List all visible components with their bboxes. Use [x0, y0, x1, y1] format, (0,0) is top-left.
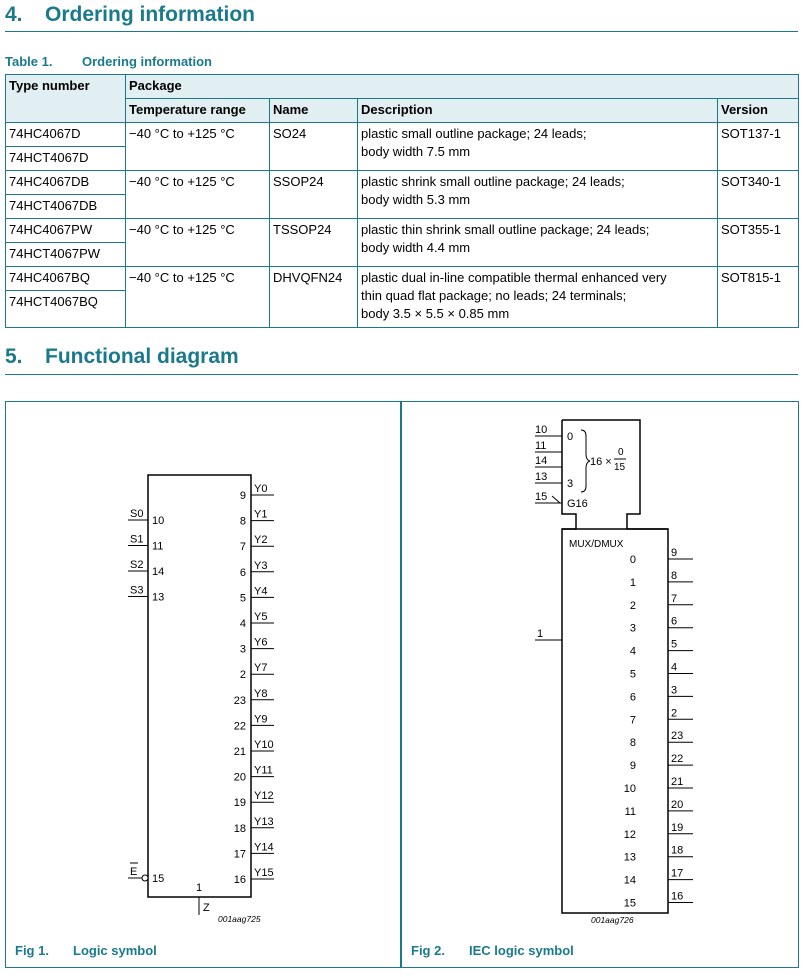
pin-label: Y6: [254, 636, 268, 649]
pin-number: 8: [239, 515, 246, 528]
pin-number: 9: [239, 490, 246, 502]
table-number: Table 1.: [5, 54, 53, 69]
version-cell: SOT137-1: [718, 123, 799, 171]
package-name-cell: DHVQFN24: [270, 267, 358, 328]
figure-number: Fig 2.: [411, 943, 445, 958]
pin-number: 5: [671, 638, 678, 651]
pin-label: Y8: [254, 687, 268, 700]
pin-number: 14: [152, 566, 165, 578]
header-name: Name: [270, 99, 358, 123]
header-description: Description: [358, 99, 718, 123]
header-version: Version: [718, 99, 799, 123]
pin-label: Y9: [254, 713, 268, 726]
pin-number: 17: [233, 848, 246, 861]
output-index: 4: [629, 645, 636, 658]
pin-number: 4: [239, 618, 246, 630]
type-number-cell: 74HC4067PW: [6, 219, 126, 243]
inversion-bubble: [142, 875, 148, 881]
section-number: 4.: [5, 3, 23, 26]
pin-number: 10: [535, 424, 548, 436]
description-line: body width 5.3 mm: [361, 192, 471, 207]
type-number-cell: 74HCT4067PW: [6, 243, 126, 267]
pin-label: Y3: [254, 559, 268, 572]
pin-number: 18: [233, 822, 246, 835]
output-index: 11: [624, 805, 636, 818]
fraction-denominator: 15: [614, 462, 626, 473]
output-index: 3: [629, 622, 636, 635]
pin-label: Y0: [254, 483, 268, 495]
figure-title: Logic symbol: [73, 943, 157, 958]
version-cell: SOT355-1: [718, 219, 799, 267]
figure-code: 001aag725: [218, 914, 261, 924]
pin-number: 13: [152, 591, 165, 604]
pin-number: 6: [671, 615, 678, 628]
version-cell: SOT340-1: [718, 171, 799, 219]
section-title: Ordering information: [45, 3, 255, 26]
pin-number: 18: [671, 844, 684, 857]
package-name-cell: SSOP24: [270, 171, 358, 219]
description-line: thin quad flat package; no leads; 24 terminals;: [361, 288, 627, 303]
output-index: 15: [623, 897, 636, 910]
description-line: plastic small outline package; 24 leads;: [361, 126, 587, 141]
temperature-cell: −40 °C to +125 °C: [126, 219, 270, 267]
output-index: 6: [629, 691, 636, 704]
pin-label: Z: [203, 902, 210, 914]
temperature-cell: −40 °C to +125 °C: [126, 123, 270, 171]
pin-number: 9: [671, 547, 678, 559]
header-package: Package: [126, 75, 799, 99]
pin-number: 15: [152, 873, 165, 885]
pin-label: Y4: [254, 585, 268, 598]
pin-label: S1: [130, 533, 144, 546]
pin-number: 19: [233, 797, 246, 810]
output-index: 13: [623, 851, 636, 864]
pin-label: S3: [130, 584, 144, 597]
pin-number: 20: [233, 771, 246, 784]
description-line: body width 7.5 mm: [361, 144, 471, 159]
type-number-cell: 74HC4067DB: [6, 171, 126, 195]
output-index: 0: [629, 554, 636, 566]
pin-label: S2: [130, 559, 144, 571]
description-line: plastic thin shrink small outline package; 24 leads;: [361, 222, 650, 237]
type-number-cell: 74HCT4067D: [6, 147, 126, 171]
pin-label: E: [130, 866, 138, 878]
pin-number: 21: [671, 776, 684, 788]
section-title: Functional diagram: [45, 345, 239, 368]
pin-number: 16: [233, 874, 246, 886]
pin-label: Y15: [254, 867, 274, 879]
pin-number: 23: [233, 694, 246, 707]
pin-label: Y13: [254, 815, 274, 828]
pin-label: Y1: [254, 508, 268, 521]
output-index: 5: [629, 668, 636, 681]
pin-label: S0: [130, 508, 144, 520]
description-line: body width 4.4 mm: [361, 240, 471, 255]
package-name-cell: TSSOP24: [270, 219, 358, 267]
bit-label: 0: [567, 431, 574, 443]
pin-number: 16: [671, 890, 684, 903]
pin-number: 8: [671, 569, 678, 582]
table-title: Ordering information: [82, 54, 212, 69]
section-number: 5.: [5, 345, 23, 368]
pin-label: Y7: [254, 662, 268, 675]
output-index: 9: [629, 760, 636, 773]
pin-number: 7: [239, 541, 246, 554]
package-name-cell: SO24: [270, 123, 358, 171]
fraction-prefix: 16 ×: [590, 456, 612, 468]
pin-number: 15: [535, 491, 548, 503]
pin-number: 22: [671, 753, 684, 766]
pin-label: Y2: [254, 534, 268, 547]
pin-label: Y5: [254, 611, 268, 623]
fraction-numerator: 0: [618, 447, 624, 458]
output-index: 7: [629, 714, 636, 727]
figure-code: 001aag726: [591, 915, 634, 925]
description-line: plastic shrink small outline package; 24 leads;: [361, 174, 625, 189]
pin-number: 5: [239, 592, 246, 605]
output-index: 2: [629, 599, 636, 612]
output-index: 14: [623, 874, 636, 887]
pin-label: Y11: [254, 764, 273, 777]
temperature-cell: −40 °C to +125 °C: [126, 171, 270, 219]
figure-number: Fig 1.: [15, 943, 49, 958]
pin-number: 10: [152, 515, 165, 527]
output-index: 12: [623, 828, 636, 841]
pin-number: 21: [233, 746, 246, 758]
output-index: 10: [623, 783, 636, 795]
header-temperature-range: Temperature range: [126, 99, 270, 123]
pin-number: 6: [239, 566, 246, 579]
description-line: plastic dual in-line compatible thermal enhanced very: [361, 270, 667, 285]
pin-label: Y12: [254, 790, 274, 803]
figure-title: IEC logic symbol: [469, 943, 574, 958]
pin-number: 7: [671, 592, 678, 605]
pin-number: 3: [671, 684, 678, 697]
pin-number: 17: [671, 867, 684, 880]
description-line: body 3.5 × 5.5 × 0.85 mm: [361, 306, 510, 321]
pin-number: 11: [152, 540, 164, 553]
pin-number: 13: [535, 471, 548, 483]
type-number-cell: 74HC4067BQ: [6, 267, 126, 291]
type-number-cell: 74HCT4067BQ: [6, 291, 126, 328]
pin-number: 2: [239, 669, 246, 682]
block-label: MUX/DMUX: [569, 539, 624, 550]
temperature-cell: −40 °C to +125 °C: [126, 267, 270, 328]
pin-number: 23: [671, 730, 684, 743]
pin-number: 4: [671, 661, 678, 674]
header-type-number: Type number: [6, 75, 126, 123]
bit-label: 3: [567, 478, 574, 490]
pin-number: 22: [233, 720, 246, 733]
pin-label: Y10: [254, 739, 274, 751]
pin-number: 11: [535, 440, 547, 452]
pin-number: 2: [671, 707, 678, 720]
figure-2-caption: [411, 943, 574, 958]
type-number-cell: 74HC4067D: [6, 123, 126, 147]
version-cell: SOT815-1: [718, 267, 799, 328]
pin-label: Y14: [254, 841, 274, 854]
pin-number: 19: [671, 821, 684, 834]
output-index: 1: [629, 576, 636, 589]
output-index: 8: [629, 737, 636, 750]
pin-number: 20: [671, 798, 684, 811]
type-number-cell: 74HCT4067DB: [6, 195, 126, 219]
pin-number: 14: [535, 455, 548, 467]
enable-label: G16: [567, 498, 588, 510]
pin-number: 1: [537, 628, 544, 640]
pin-number: 3: [239, 643, 246, 656]
pin-number: 1: [196, 882, 203, 894]
figure-1-caption: [15, 943, 157, 958]
